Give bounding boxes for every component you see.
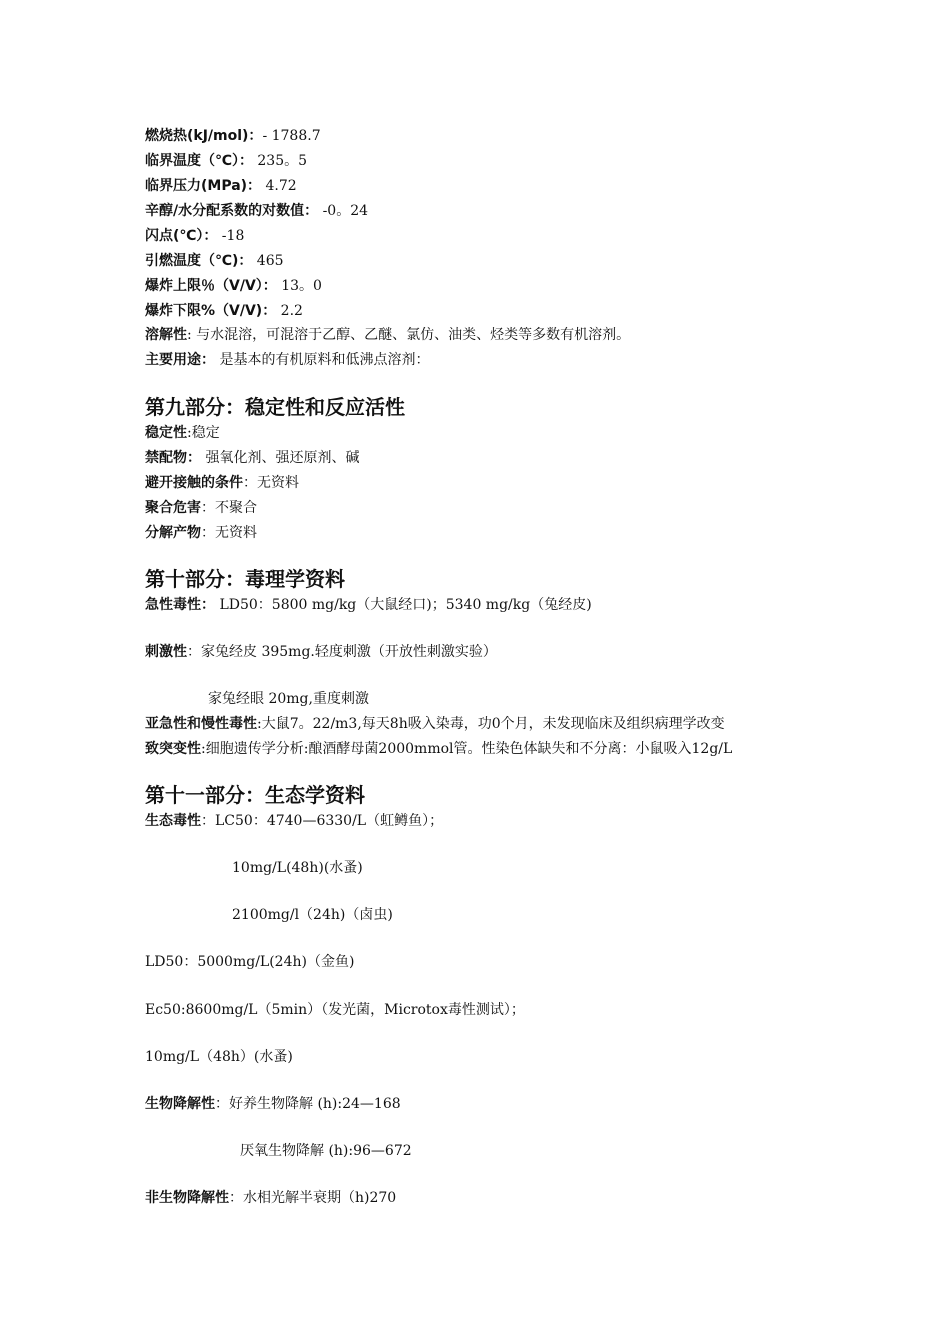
acute-toxicity-label: 急性毒性：: [145, 597, 215, 613]
chronic-toxicity-value: :大鼠7。22/m3,每天8h吸入染毒，功0个月，未发现临床及组织病理学改变: [257, 716, 725, 732]
stability-row: [145, 423, 910, 443]
ecotoxicity-label: 生态毒性: [145, 813, 201, 829]
avoid-conditions-row: [145, 473, 910, 493]
solubility-row: [145, 325, 910, 345]
irritation-eye-row: 家兔经眼 20mg,重度刺激: [208, 691, 369, 707]
chronic-toxicity-row: [145, 714, 910, 734]
mutagenicity-row: [145, 739, 910, 759]
combustion-heat-label: 燃烧热(kJ/mol)：: [145, 128, 263, 144]
nonbio-degradability-value: ：水相光解半衰期（h)270: [229, 1190, 397, 1206]
mutagenicity-value: :细胞遗传学分析:酿酒酵母菌2000mmol管。性染色体缺失和不分离：小鼠吸入12g/L: [201, 741, 733, 757]
section-9-heading: 第九部分：稳定性和反应活性: [145, 395, 405, 419]
lower-limit-label: 爆炸下限%（V/V)：: [145, 303, 277, 319]
critical-temp-label: 临界温度（℃）：: [145, 153, 253, 169]
uses-label: 主要用途：: [145, 352, 215, 368]
log-kow-value: -0。24: [318, 203, 369, 219]
ec50-row: Ec50:8600mg/L（5min）（发光菌，Microtox毒性测试）；: [145, 1002, 525, 1018]
upper-limit-row: [145, 276, 910, 296]
critical-pressure-value: 4.72: [261, 178, 297, 194]
stability-value: :稳定: [187, 425, 220, 441]
solubility-label: 溶解性: [145, 327, 187, 343]
ignition-temp-value: 465: [252, 253, 284, 269]
incompatible-label: 禁配物：: [145, 450, 201, 466]
log-kow-row: [145, 201, 910, 221]
upper-limit-label: 爆炸上限％（V/V）：: [145, 278, 277, 294]
irritation-label: 刺激性: [145, 644, 187, 660]
section-10-heading: 第十部分：毒理学资料: [145, 567, 345, 591]
nonbio-degradability-row: [145, 1188, 910, 1208]
acute-toxicity-row: [145, 595, 910, 615]
uses-value: 是基本的有机原料和低沸点溶剂：: [215, 352, 430, 368]
acute-toxicity-value: LD50：5800 mg/kg（大鼠经口)；5340 mg/kg（兔经皮): [215, 597, 592, 613]
critical-pressure-row: [145, 176, 910, 196]
ecotoxicity-row: [145, 811, 910, 831]
decomposition-label: 分解产物: [145, 525, 201, 541]
ecotoxicity-daphnia-row: 10mg/L(48h)(水蚤): [232, 860, 363, 876]
daphnia-row: 10mg/L（48h）(水蚤): [145, 1049, 293, 1065]
irritation-row: [145, 642, 910, 662]
critical-temp-row: [145, 151, 910, 171]
section-11-heading: 第十一部分：生态学资料: [145, 783, 365, 807]
flash-point-label: 闪点(℃）：: [145, 228, 218, 244]
chronic-toxicity-label: 亚急性和慢性毒性: [145, 716, 257, 732]
nonbio-degradability-label: 非生物降解性: [145, 1190, 229, 1206]
decomposition-value: ：无资料: [201, 525, 257, 541]
combustion-heat-row: [145, 126, 910, 146]
upper-limit-value: 13。0: [276, 278, 322, 294]
solubility-value: : 与水混溶，可混溶于乙醇、乙醚、氯仿、油类、烃类等多数有机溶剂。: [187, 327, 631, 343]
flash-point-value: -18: [217, 228, 245, 244]
mutagenicity-label: 致突变性: [145, 741, 201, 757]
ecotoxicity-value: ：LC50：4740—6330/L（虹鳟鱼）；: [201, 813, 444, 829]
polymerization-label: 聚合危害: [145, 500, 201, 516]
biodegradability-value: ：好养生物降解 (h):24—168: [215, 1096, 401, 1112]
critical-pressure-label: 临界压力(MPa)：: [145, 178, 262, 194]
uses-row: [145, 350, 910, 370]
biodegradability-row: [145, 1094, 910, 1114]
irritation-value: ：家兔经皮 395mg.轻度刺激（开放性刺激实验）: [187, 644, 497, 660]
ignition-temp-row: [145, 251, 910, 271]
incompatible-value: 强氧化剂、强还原剂、碱: [201, 450, 360, 466]
ignition-temp-label: 引燃温度（℃)：: [145, 253, 253, 269]
ld50-goldfish-row: LD50：5000mg/L(24h)（金鱼): [145, 954, 355, 970]
flash-point-row: [145, 226, 910, 246]
critical-temp-value: 235。5: [252, 153, 308, 169]
stability-label: 稳定性: [145, 425, 187, 441]
ecotoxicity-artemia-row: 2100mg/l（24h)（卤虫): [232, 907, 393, 923]
polymerization-row: [145, 498, 910, 518]
lower-limit-row: [145, 301, 910, 321]
anaerobic-row: 厌氧生物降解 (h):96—672: [240, 1143, 412, 1159]
avoid-conditions-value: ：无资料: [243, 475, 299, 491]
combustion-heat-value: - 1788.7: [262, 128, 321, 144]
polymerization-value: ：不聚合: [201, 500, 257, 516]
decomposition-row: [145, 523, 910, 543]
lower-limit-value: 2.2: [276, 303, 303, 319]
avoid-conditions-label: 避开接触的条件: [145, 475, 243, 491]
log-kow-label: 辛醇/水分配系数的对数值：: [145, 203, 319, 219]
incompatible-row: [145, 448, 910, 468]
biodegradability-label: 生物降解性: [145, 1096, 215, 1112]
